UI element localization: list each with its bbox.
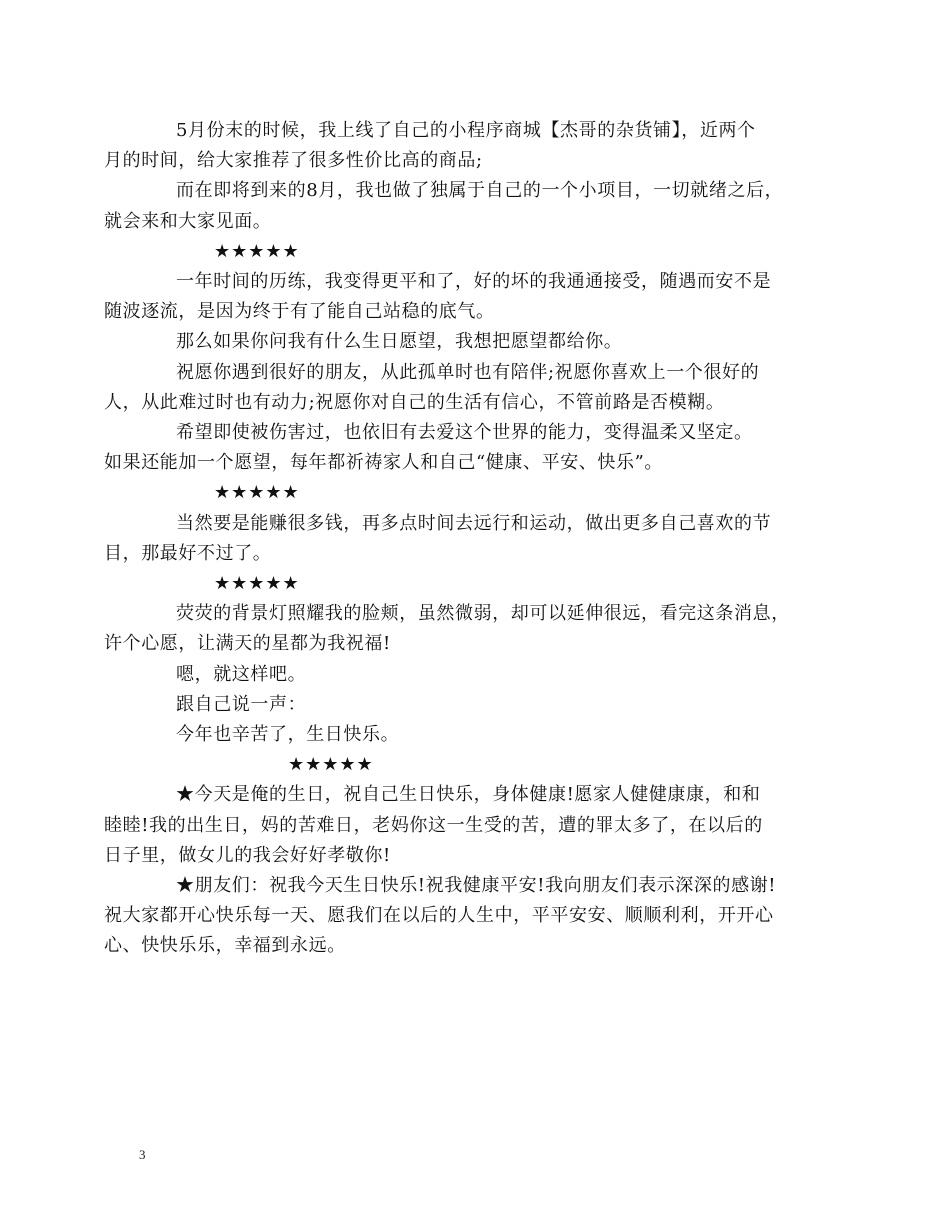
paragraph — [104, 418, 828, 478]
paragraph-line: 随波逐流，是因为终于有了能自己站稳的底气。 — [104, 301, 495, 323]
paragraph-line: 当然要是能赚很多钱，再多点时间去远行和运动，做出更多自己喜欢的节 — [176, 512, 772, 534]
paragraph — [104, 358, 828, 418]
star-divider: ★★★★★ — [214, 240, 300, 262]
paragraph-line: 5月份末的时候，我上线了自己的小程序商城【杰哥的杂货铺】，近两个 — [176, 120, 756, 141]
paragraph — [140, 660, 828, 690]
paragraph-line: 人，从此难过时也有动力;祝愿你对自己的生活有信心，不管前路是否模糊。 — [104, 391, 725, 413]
paragraph — [140, 720, 828, 750]
paragraph — [104, 116, 828, 176]
paragraph-line: 如果还能加一个愿望，每年都祈祷家人和自己“健康、平安、快乐”。 — [104, 452, 664, 474]
paragraph-line: ★朋友们：祝我今天生日快乐!祝我健康平安!我向朋友们表示深深的感谢! — [176, 875, 777, 897]
paragraph-line: ★今天是俺的生日，祝自己生日快乐，身体健康!愿家人健健康康，和和 — [176, 784, 761, 806]
paragraph — [104, 871, 828, 962]
paragraph-line: 睦睦!我的出生日，妈的苦难日，老妈你这一生受的苦，遭的罪太多了，在以后的 — [104, 814, 763, 836]
paragraph — [104, 267, 828, 327]
paragraph-line: 那么如果你问我有什么生日愿望，我想把愿望都给你。 — [176, 331, 623, 353]
paragraph-line: 就会来和大家见面。 — [104, 210, 272, 232]
paragraph-line: 荧荧的背景灯照耀我的脸颊，虽然微弱，却可以延伸很远，看完这条消息， — [176, 603, 790, 625]
star-divider: ★★★★★ — [214, 573, 300, 595]
paragraph-line: 而在即将到来的8月，我也做了独属于自己的一个小项目，一切就绪之后， — [176, 180, 784, 202]
document-body — [104, 116, 828, 962]
paragraph — [140, 690, 828, 720]
paragraph-line: 目，那最好不过了。 — [104, 542, 272, 564]
paragraph-line: 嗯，就这样吧。 — [176, 663, 307, 685]
paragraph — [104, 599, 828, 659]
paragraph-line: 日子里，做女儿的我会好好孝敬你! — [104, 844, 391, 866]
paragraph — [104, 509, 828, 569]
page-number: 3 — [139, 1147, 146, 1162]
paragraph — [104, 780, 828, 871]
paragraph-line: 心、快快乐乐，幸福到永远。 — [104, 935, 346, 957]
paragraph — [104, 176, 828, 236]
paragraph-line: 许个心愿，让满天的星都为我祝福! — [104, 633, 391, 655]
paragraph-line: 祝大家都开心快乐每一天、愿我们在以后的人生中，平平安安、顺顺利利，开开心 — [104, 905, 774, 927]
star-divider: ★★★★★ — [288, 754, 374, 776]
paragraph — [140, 327, 828, 357]
star-divider: ★★★★★ — [214, 482, 300, 504]
paragraph-line: 希望即使被伤害过，也依旧有去爱这个世界的能力，变得温柔又坚定。 — [176, 422, 753, 444]
paragraph-line: 今年也辛苦了，生日快乐。 — [176, 724, 400, 746]
paragraph-line: 祝愿你遇到很好的朋友，从此孤单时也有陪伴;祝愿你喜欢上一个很好的 — [176, 361, 760, 383]
paragraph-line: 跟自己说一声： — [176, 693, 307, 715]
paragraph-line: 月的时间，给大家推荐了很多性价比高的商品; — [104, 150, 483, 172]
paragraph-line: 一年时间的历练，我变得更平和了，好的坏的我通通接受，随遇而安不是 — [176, 271, 772, 293]
